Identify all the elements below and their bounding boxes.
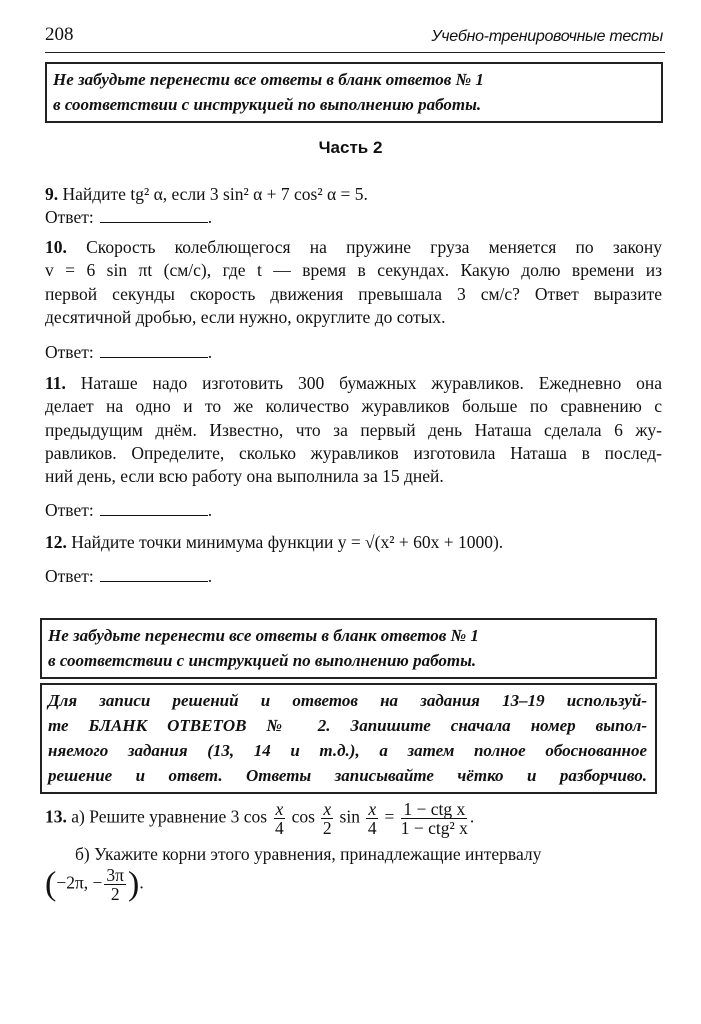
answer-line-9 [45, 206, 212, 228]
question-13a [45, 800, 662, 837]
question-text: Найдите tg² α, если 3 sin² α + 7 cos² α = 5. [58, 184, 368, 204]
answer-label: Ответ: [45, 500, 94, 520]
header-rule [45, 52, 665, 53]
left-paren: ( [45, 865, 57, 903]
question-number: 9. [45, 184, 59, 204]
question-text: делает на одно и то же количество журавликов больше по сравнению с [45, 396, 662, 417]
question-text: равликов. Определите, сколько журавликов изготовила Наташа в послед- [45, 442, 662, 463]
math-end: . [469, 806, 475, 827]
question-11 [45, 372, 662, 488]
answer-label: Ответ: [45, 207, 94, 227]
question-number: 13. [45, 806, 67, 827]
question-text: ний день, если всю работу она выполнила за 15 дней. [45, 466, 444, 487]
answer-blank[interactable] [100, 208, 208, 223]
question-text: Укажите корни этого уравнения, принадлежащие интервалу [94, 844, 542, 864]
page-number: 208 [45, 24, 74, 45]
question-number: 12. [45, 532, 67, 552]
notice-line: Для записи решений и ответов на задания 13–19 используй- [48, 691, 647, 710]
question-10 [45, 236, 662, 329]
answer-label: Ответ: [45, 342, 94, 362]
notice-line: няемого задания (13, 14 и т.д.), а затем полное обоснованное [48, 741, 647, 760]
answer-end: . [207, 566, 213, 586]
answer-end: . [207, 500, 213, 520]
question-text: первой секунды скорость движения превышала 3 см/с? Ответ выразите [45, 283, 662, 304]
notice-line: Не забудьте перенести все ответы в бланк ответов № 1 [53, 70, 484, 89]
notice-line: в соответствии с инструкцией по выполнению работы. [48, 651, 477, 670]
notice-box-top [45, 62, 663, 123]
answer-blank[interactable] [100, 501, 208, 516]
question-text: Найдите точки минимума функции y = √(x² + 60x + 1000). [66, 532, 504, 552]
notice-box-form2 [40, 683, 657, 794]
question-13b [75, 843, 692, 866]
question-number: 11. [45, 373, 66, 393]
question-text: Скорость колеблющегося на пружине груза меняется по закону [66, 237, 662, 257]
math-sin: sin [339, 806, 360, 827]
fraction: $\frac{x}{4}$ [275, 799, 284, 838]
math-eq: = [384, 806, 395, 827]
running-title: Учебно-тренировочные тесты [431, 28, 663, 45]
question-text: Наташе надо изготовить 300 бумажных журавликов. Ежедневно она [65, 373, 662, 393]
part-label: б) [75, 844, 90, 864]
notice-line: решение и ответ. Ответы записывайте чётко и разборчиво. [48, 766, 647, 785]
question-number: 10. [45, 237, 67, 257]
answer-line-12 [45, 565, 212, 587]
notice-box-bottom [40, 618, 657, 679]
notice-line: в соответствии с инструкцией по выполнению работы. [53, 95, 482, 114]
notice-line: Не забудьте перенести все ответы в бланк ответов № 1 [48, 626, 479, 645]
question-12 [45, 531, 662, 554]
math-cos: cos [291, 806, 315, 827]
question-9 [45, 183, 662, 206]
answer-label: Ответ: [45, 566, 94, 586]
answer-line-10 [45, 341, 212, 363]
interval [45, 866, 662, 903]
math-end: . [139, 872, 144, 893]
fraction: $\frac{\text{1 − ctg x}}{\text{1 − ctg² x}}$ [400, 799, 468, 838]
fraction: $\frac{x}{4}$ [367, 799, 377, 838]
section-title: Часть 2 [318, 138, 383, 157]
answer-line-11 [45, 499, 212, 521]
question-text: десятичной дробью, если нужно, округлите до сотых. [45, 306, 446, 327]
answer-blank[interactable] [100, 567, 208, 582]
fraction: $\frac{x}{2}$ [322, 799, 332, 838]
question-text: Решите уравнение 3 cos [89, 806, 268, 827]
question-text: предыдущим днём. Известно, что за первый день Наташа сделала 6 жу- [45, 419, 662, 440]
answer-end: . [207, 207, 213, 227]
interval-text: −2π, − [56, 872, 103, 893]
answer-end: . [207, 342, 213, 362]
notice-line: те БЛАНК ОТВЕТОВ № 2. Запишите сначала номер выпол- [48, 716, 647, 735]
right-paren: ) [128, 865, 140, 903]
part-label: а) [71, 806, 85, 827]
question-text: v = 6 sin πt (см/с), где t — время в секундах. Какую долю времени из [45, 260, 662, 281]
answer-blank[interactable] [100, 343, 208, 358]
fraction: $\frac{3\pi}{2}$ [106, 865, 124, 904]
